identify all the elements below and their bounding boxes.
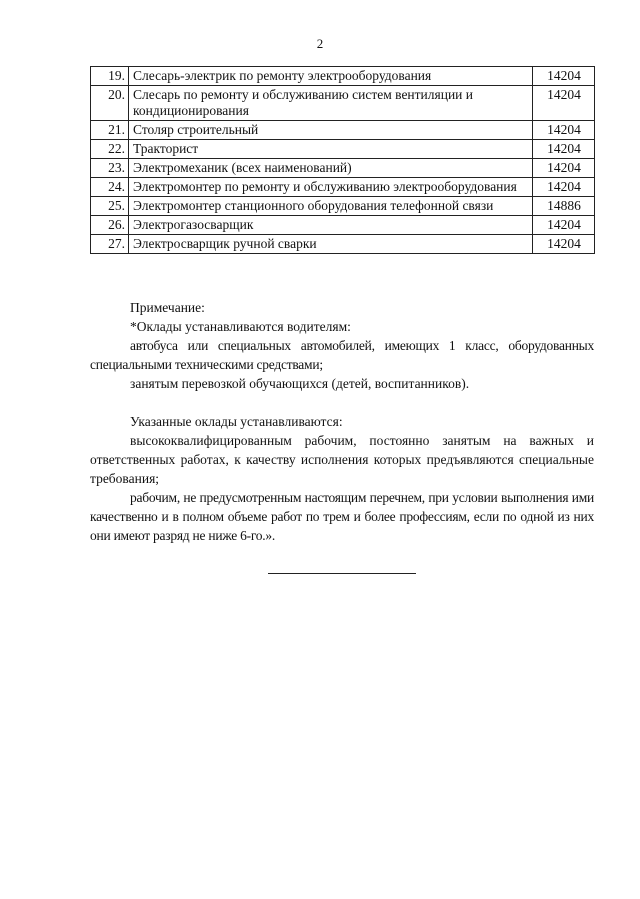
table-row	[91, 67, 595, 86]
table-row	[91, 86, 595, 121]
notes-transport-line: занятым перевозкой обучающихся (детей, воспитанников).	[130, 376, 470, 391]
profession-code: 14204	[533, 178, 595, 197]
table-row	[91, 235, 595, 254]
profession-code: 14204	[533, 140, 595, 159]
row-number: 23.	[91, 159, 129, 178]
profession-name: Столяр строительный	[129, 121, 533, 140]
profession-code: 14204	[533, 159, 595, 178]
row-number: 26.	[91, 216, 129, 235]
table-row	[91, 121, 595, 140]
profession-code: 14204	[533, 86, 595, 121]
notes-other-workers-line: рабочим, не предусмотренным настоящим перечнем, при условии выполнения ими качественно и в полном объеме работ по трем и более профессиям, если по одной из них они имеют разряд не ниже 6-го.».	[90, 490, 594, 543]
profession-name: Электромонтер по ремонту и обслуживанию электрооборудования	[129, 178, 533, 197]
profession-code: 14886	[533, 197, 595, 216]
profession-name: Электромонтер станционного оборудования телефонной связи	[129, 197, 533, 216]
row-number: 19.	[91, 67, 129, 86]
professions-table	[90, 66, 595, 254]
notes-qualified-line: высококвалифицированным рабочим, постоянно занятым на важных и ответственных работах, к качеству исполнения которых предъявляются специальные требования;	[90, 433, 594, 486]
row-number: 21.	[91, 121, 129, 140]
row-number: 22.	[91, 140, 129, 159]
profession-code: 14204	[533, 216, 595, 235]
notes-salaries-heading: Указанные оклады устанавливаются:	[130, 414, 343, 429]
row-number: 27.	[91, 235, 129, 254]
profession-code: 14204	[533, 121, 595, 140]
profession-name: Электросварщик ручной сварки	[129, 235, 533, 254]
profession-name: Электромеханик (всех наименований)	[129, 159, 533, 178]
notes-heading: Примечание:	[130, 300, 205, 315]
row-number: 24.	[91, 178, 129, 197]
table-row	[91, 216, 595, 235]
table-row	[91, 197, 595, 216]
table-row	[91, 140, 595, 159]
row-number: 20.	[91, 86, 129, 121]
profession-code: 14204	[533, 67, 595, 86]
profession-name: Слесарь по ремонту и обслуживанию систем вентиляции и кондиционирования	[129, 86, 533, 121]
row-number: 25.	[91, 197, 129, 216]
notes-bus-line: автобуса или специальных автомобилей, имеющих 1 класс, оборудованных специальными техническими средствами;	[90, 338, 594, 372]
closing-rule	[268, 573, 416, 574]
table-row	[91, 159, 595, 178]
notes-section	[90, 298, 594, 545]
profession-code: 14204	[533, 235, 595, 254]
profession-name: Электрогазосварщик	[129, 216, 533, 235]
profession-name: Тракторист	[129, 140, 533, 159]
page-number: 2	[316, 36, 324, 51]
table-row	[91, 178, 595, 197]
notes-drivers-line: *Оклады устанавливаются водителям:	[130, 319, 351, 334]
profession-name: Слесарь-электрик по ремонту электрооборудования	[129, 67, 533, 86]
